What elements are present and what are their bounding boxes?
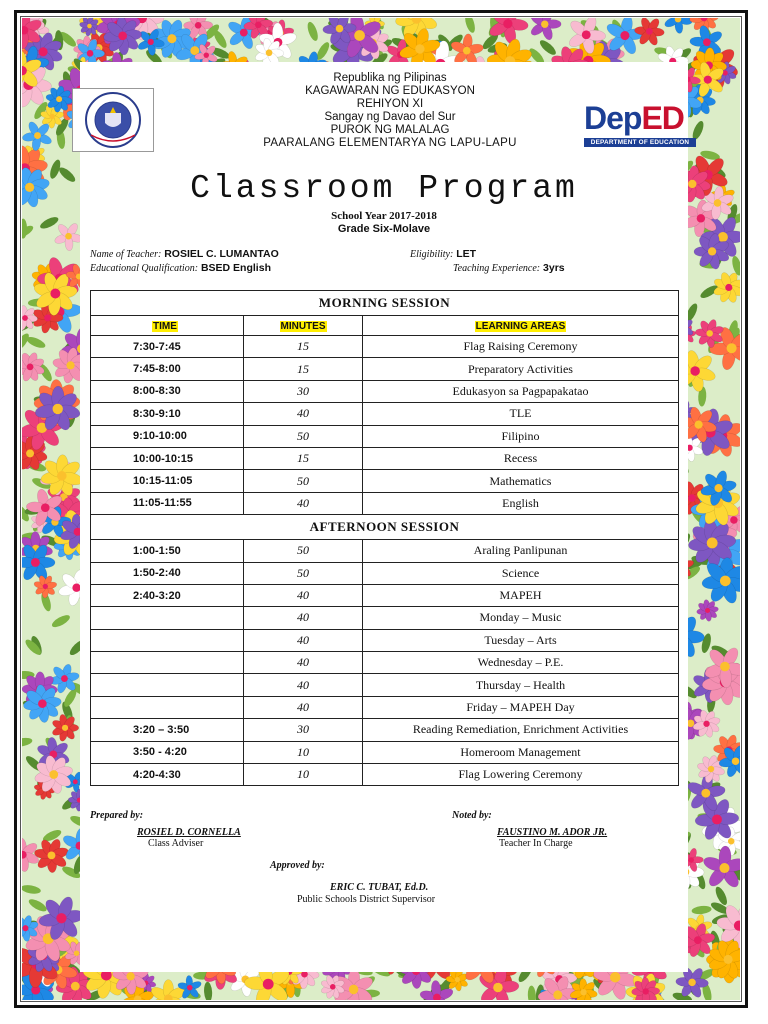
morning-minutes-cell: 15 bbox=[244, 447, 363, 469]
header-line: KAGAWARAN NG EDUKASYON bbox=[305, 85, 475, 97]
afternoon-row bbox=[91, 674, 679, 696]
morning-minutes-cell: 40 bbox=[244, 492, 363, 514]
afternoon-area-cell: Friday – MAPEH Day bbox=[363, 696, 679, 718]
prepared-by-name: ROSIEL D. CORNELLA bbox=[137, 827, 241, 838]
minutes-header: MINUTES bbox=[280, 321, 326, 332]
afternoon-minutes-cell: 40 bbox=[244, 696, 363, 718]
morning-minutes-cell: 15 bbox=[244, 358, 363, 380]
grade-section: Grade Six-Molave bbox=[337, 223, 431, 235]
noted-by-label: Noted by: bbox=[452, 810, 492, 821]
afternoon-time-cell bbox=[91, 629, 244, 651]
morning-time-cell: 11:05-11:55 bbox=[91, 492, 244, 514]
afternoon-area-cell: Reading Remediation, Enrichment Activities bbox=[363, 719, 679, 741]
afternoon-time-cell bbox=[91, 607, 244, 629]
afternoon-time-cell: 3:50 - 4:20 bbox=[91, 741, 244, 763]
afternoon-time-cell: 2:40-3:20 bbox=[91, 584, 244, 606]
morning-area-cell: Edukasyon sa Pagpapakatao bbox=[363, 380, 679, 402]
morning-row bbox=[91, 380, 679, 402]
teacher-value: ROSIEL C. LUMANTAO bbox=[164, 248, 279, 260]
morning-time-cell: 7:30-7:45 bbox=[91, 336, 244, 358]
experience-field bbox=[453, 262, 565, 274]
morning-time-cell: 7:45-8:00 bbox=[91, 358, 244, 380]
morning-row bbox=[91, 425, 679, 447]
afternoon-row bbox=[91, 562, 679, 584]
afternoon-row bbox=[91, 607, 679, 629]
afternoon-minutes-cell: 40 bbox=[244, 629, 363, 651]
morning-time-cell: 8:30-9:10 bbox=[91, 403, 244, 425]
afternoon-row bbox=[91, 584, 679, 606]
afternoon-time-cell bbox=[91, 674, 244, 696]
afternoon-time-cell: 1:00-1:50 bbox=[91, 540, 244, 562]
morning-row bbox=[91, 492, 679, 514]
morning-session-header: MORNING SESSION bbox=[91, 291, 679, 316]
afternoon-area-cell: Araling Panlipunan bbox=[363, 540, 679, 562]
morning-time-cell: 8:00-8:30 bbox=[91, 380, 244, 402]
morning-area-cell: English bbox=[363, 492, 679, 514]
afternoon-minutes-cell: 50 bbox=[244, 562, 363, 584]
prepared-by-label: Prepared by: bbox=[90, 810, 144, 821]
noted-by-name: FAUSTINO M. ADOR JR. bbox=[497, 827, 608, 838]
morning-row bbox=[91, 447, 679, 469]
afternoon-area-cell: Science bbox=[363, 562, 679, 584]
afternoon-minutes-cell: 40 bbox=[244, 674, 363, 696]
afternoon-rows bbox=[91, 540, 679, 786]
afternoon-time-cell bbox=[91, 696, 244, 718]
teacher-name-field bbox=[90, 248, 279, 260]
afternoon-minutes-cell: 50 bbox=[244, 540, 363, 562]
morning-minutes-cell: 40 bbox=[244, 403, 363, 425]
deped-logo: DepED DEPARTMENT OF EDUCATION bbox=[584, 96, 696, 150]
morning-row bbox=[91, 358, 679, 380]
column-header-row bbox=[91, 316, 679, 336]
approved-by-label: Approved by: bbox=[270, 860, 325, 871]
eligibility-field bbox=[410, 248, 476, 260]
qualification-label: Educational Qualification: bbox=[90, 263, 199, 274]
learning-areas-header: LEARNING AREAS bbox=[475, 321, 566, 332]
morning-area-cell: Preparatory Activities bbox=[363, 358, 679, 380]
afternoon-row bbox=[91, 696, 679, 718]
morning-area-cell: TLE bbox=[363, 403, 679, 425]
schedule-table bbox=[90, 290, 679, 786]
morning-row bbox=[91, 403, 679, 425]
afternoon-area-cell: MAPEH bbox=[363, 584, 679, 606]
qualification-value: BSED English bbox=[200, 262, 271, 274]
afternoon-area-cell: Monday – Music bbox=[363, 607, 679, 629]
morning-time-cell: 10:00-10:15 bbox=[91, 447, 244, 469]
morning-area-cell: Filipino bbox=[363, 425, 679, 447]
morning-rows bbox=[91, 336, 679, 515]
morning-minutes-cell: 15 bbox=[244, 336, 363, 358]
morning-minutes-cell: 50 bbox=[244, 425, 363, 447]
prepared-by-role: Class Adviser bbox=[148, 838, 204, 849]
teacher-label: Name of Teacher: bbox=[90, 249, 162, 260]
afternoon-area-cell: Homeroom Management bbox=[363, 741, 679, 763]
header-line: Sangay ng Davao del Sur bbox=[324, 111, 456, 123]
header-line: Republika ng Pilipinas bbox=[333, 72, 447, 84]
experience-label: Teaching Experience: bbox=[453, 263, 541, 274]
afternoon-row bbox=[91, 741, 679, 763]
eligibility-value: LET bbox=[456, 248, 477, 260]
morning-time-cell: 10:15-11:05 bbox=[91, 470, 244, 492]
time-header: TIME bbox=[153, 321, 177, 332]
morning-row bbox=[91, 336, 679, 358]
afternoon-minutes-cell: 40 bbox=[244, 607, 363, 629]
afternoon-row bbox=[91, 629, 679, 651]
afternoon-area-cell: Wednesday – P.E. bbox=[363, 652, 679, 674]
afternoon-time-cell: 4:20-4:30 bbox=[91, 764, 244, 786]
afternoon-session-header: AFTERNOON SESSION bbox=[91, 515, 679, 540]
header-line: PUROK NG MALALAG bbox=[330, 124, 450, 136]
morning-minutes-cell: 50 bbox=[244, 470, 363, 492]
approved-by-role: Public Schools District Supervisor bbox=[297, 894, 436, 905]
header-line: REHIYON XI bbox=[356, 98, 424, 110]
afternoon-area-cell: Thursday – Health bbox=[363, 674, 679, 696]
afternoon-area-cell: Flag Lowering Ceremony bbox=[363, 764, 679, 786]
afternoon-minutes-cell: 40 bbox=[244, 584, 363, 606]
experience-value: 3yrs bbox=[543, 262, 565, 274]
school-header bbox=[230, 72, 550, 150]
afternoon-minutes-cell: 40 bbox=[244, 652, 363, 674]
morning-minutes-cell: 30 bbox=[244, 380, 363, 402]
noted-by-role: Teacher In Charge bbox=[499, 838, 573, 849]
eligibility-label: Eligibility: bbox=[410, 249, 454, 260]
qualification-field bbox=[90, 262, 271, 274]
afternoon-minutes-cell: 10 bbox=[244, 741, 363, 763]
afternoon-area-cell: Tuesday – Arts bbox=[363, 629, 679, 651]
morning-row bbox=[91, 470, 679, 492]
approved-by-name: ERIC C. TUBAT, Ed.D. bbox=[330, 882, 429, 893]
deped-seal-logo bbox=[72, 88, 154, 152]
morning-time-cell: 9:10-10:00 bbox=[91, 425, 244, 447]
morning-area-cell: Flag Raising Ceremony bbox=[363, 336, 679, 358]
afternoon-row bbox=[91, 764, 679, 786]
document-title: Classroom Program bbox=[190, 170, 578, 207]
afternoon-time-cell: 1:50-2:40 bbox=[91, 562, 244, 584]
afternoon-time-cell bbox=[91, 652, 244, 674]
afternoon-row bbox=[91, 719, 679, 741]
morning-area-cell: Recess bbox=[363, 447, 679, 469]
afternoon-time-cell: 3:20 – 3:50 bbox=[91, 719, 244, 741]
morning-area-cell: Mathematics bbox=[363, 470, 679, 492]
deped-logo-caption: DEPARTMENT OF EDUCATION bbox=[584, 138, 696, 147]
afternoon-minutes-cell: 10 bbox=[244, 764, 363, 786]
school-year: School Year 2017-2018 bbox=[331, 210, 437, 222]
afternoon-row bbox=[91, 652, 679, 674]
afternoon-row bbox=[91, 540, 679, 562]
afternoon-minutes-cell: 30 bbox=[244, 719, 363, 741]
header-line: PAARALANG ELEMENTARYA NG LAPU-LAPU bbox=[263, 137, 517, 149]
